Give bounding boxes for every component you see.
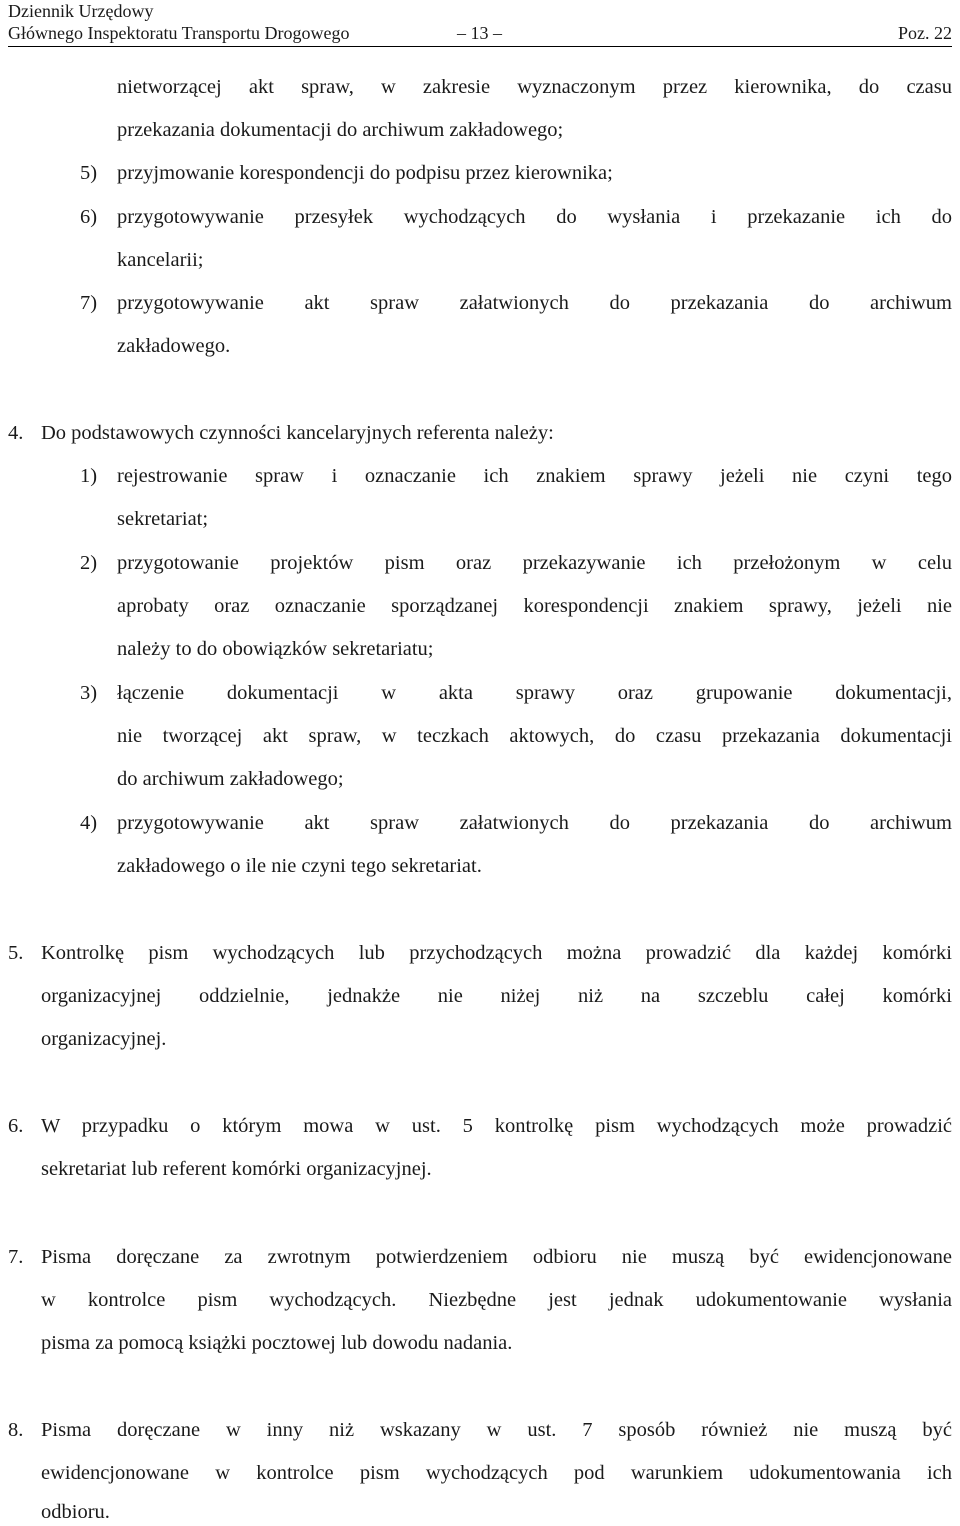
s4-item2-number: 2): [80, 552, 98, 574]
s4-item4-line1: przygotowywanie akt spraw załatwionych do przekazania do archiwum: [117, 812, 952, 834]
s4-item4-number: 4): [80, 812, 98, 834]
item6-text-line2: kancelarii;: [117, 249, 204, 271]
section5-line1: Kontrolkę pism wychodzących lub przychodzących można prowadzić dla każdej komórki: [41, 942, 952, 964]
section8-line1: Pisma doręczane w inny niż wskazany w ust. 7 sposób również nie muszą być: [41, 1419, 952, 1441]
item4-continuation-line2: przekazania dokumentacji do archiwum zakładowego;: [117, 119, 564, 141]
section7-line2: w kontrolce pism wychodzących. Niezbędne jest jednak udokumentowanie wysłania: [41, 1289, 952, 1311]
section8-number: 8.: [8, 1419, 24, 1441]
item6-text-line1: przygotowywanie przesyłek wychodzących do wysłania i przekazanie ich do: [117, 206, 952, 228]
section4-number: 4.: [8, 422, 24, 444]
section8-line3: odbioru.: [41, 1501, 110, 1523]
section5-line3: organizacyjnej.: [41, 1028, 167, 1050]
position-number: Poz. 22: [898, 23, 952, 43]
s4-item3-line2: nie tworzącej akt spraw, w teczkach aktowych, do czasu przekazania dokumentacji: [117, 725, 952, 747]
s4-item2-line3: należy to do obowiązków sekretariatu;: [117, 638, 434, 660]
item7-text-line1: przygotowywanie akt spraw załatwionych do przekazania do archiwum: [117, 292, 952, 314]
section5-line2: organizacyjnej oddzielnie, jednakże nie niżej niż na szczeblu całej komórki: [41, 985, 952, 1007]
section7-line3: pisma za pomocą książki pocztowej lub dowodu nadania.: [41, 1332, 513, 1354]
item5-text: przyjmowanie korespondencji do podpisu przez kierownika;: [117, 162, 613, 184]
section6-number: 6.: [8, 1115, 24, 1137]
s4-item2-line1: przygotowanie projektów pism oraz przekazywanie ich przełożonym w celu: [117, 552, 952, 574]
item5-number: 5): [80, 162, 98, 184]
s4-item1-line2: sekretariat;: [117, 508, 209, 530]
item6-number: 6): [80, 206, 98, 228]
s4-item3-number: 3): [80, 682, 98, 704]
journal-title-line2: Głównego Inspektoratu Transportu Drogowego: [8, 23, 350, 43]
s4-item4-line2: zakładowego o ile nie czyni tego sekretariat.: [117, 855, 482, 877]
page-header: [8, 0, 952, 47]
section8-line2: ewidencjonowane w kontrolce pism wychodzących pod warunkiem udokumentowania ich: [41, 1462, 952, 1484]
section6-line1: W przypadku o którym mowa w ust. 5 kontrolkę pism wychodzących może prowadzić: [41, 1115, 952, 1137]
section7-number: 7.: [8, 1246, 24, 1268]
item7-text-line2: zakładowego.: [117, 335, 231, 357]
s4-item1-line1: rejestrowanie spraw i oznaczanie ich znakiem sprawy jeżeli nie czyni tego: [117, 465, 952, 487]
section7-line1: Pisma doręczane za zwrotnym potwierdzeniem odbioru nie muszą być ewidencjonowane: [41, 1246, 952, 1268]
journal-title: [8, 0, 349, 44]
item7-number: 7): [80, 292, 98, 314]
s4-item3-line3: do archiwum zakładowego;: [117, 768, 344, 790]
item4-continuation-line1: nietworzącej akt spraw, w zakresie wyznaczonym przez kierownika, do czasu: [117, 76, 952, 98]
journal-title-line1: Dziennik Urzędowy: [8, 1, 154, 21]
s4-item2-line2: aprobaty oraz oznaczanie sporządzanej korespondencji znakiem sprawy, jeżeli nie: [117, 595, 952, 617]
s4-item1-number: 1): [80, 465, 98, 487]
section4-intro: Do podstawowych czynności kancelaryjnych referenta należy:: [41, 422, 554, 444]
section6-line2: sekretariat lub referent komórki organizacyjnej.: [41, 1158, 432, 1180]
s4-item3-line1: łączenie dokumentacji w akta sprawy oraz grupowanie dokumentacji,: [117, 682, 952, 704]
section5-number: 5.: [8, 942, 24, 964]
page-number: – 13 –: [457, 23, 502, 43]
